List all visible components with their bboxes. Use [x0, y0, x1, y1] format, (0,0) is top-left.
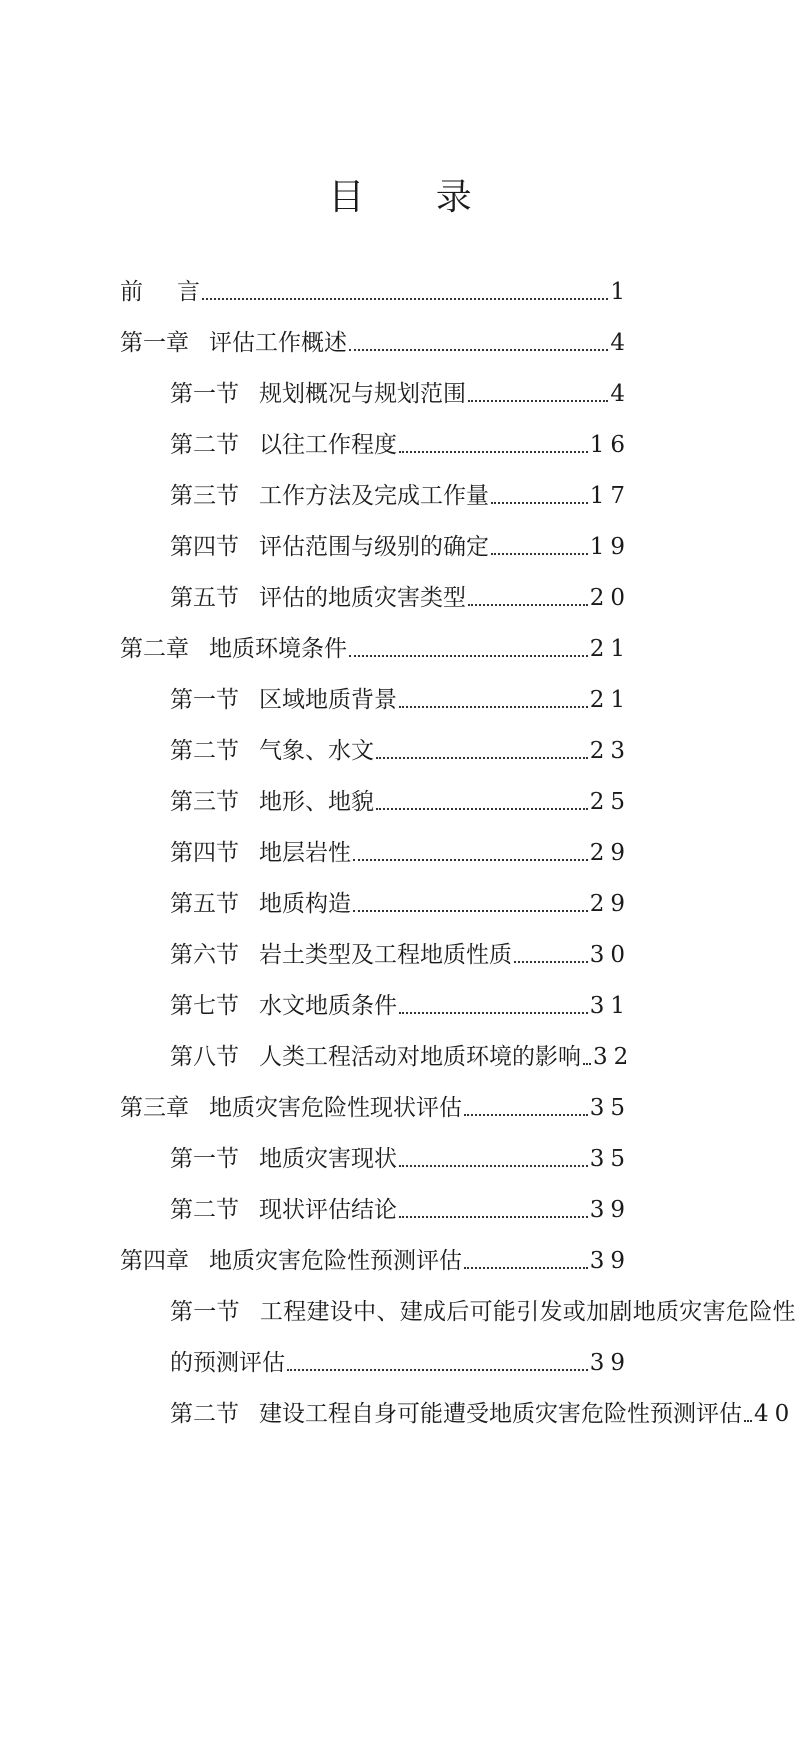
toc-leader-dots	[287, 1368, 588, 1371]
toc-page-number: 29	[589, 891, 631, 917]
toc-page-number: 30	[589, 942, 631, 968]
toc-page-number: 40	[754, 1401, 796, 1427]
toc-page-number: 20	[589, 585, 631, 611]
toc-entry-label	[170, 889, 351, 919]
toc-entry	[120, 1083, 631, 1123]
toc-title: 目 录	[328, 177, 502, 218]
toc-entry	[170, 981, 631, 1021]
toc-entry-title: 评估范围与级别的确定	[259, 534, 489, 560]
toc-entry-number: 第二节	[170, 1401, 239, 1427]
toc-entry	[170, 420, 631, 460]
toc-entry-number: 第二节	[170, 432, 239, 458]
toc-entry-label	[120, 277, 200, 307]
toc-entry-number: 第一节	[170, 1299, 240, 1325]
toc-leader-dots	[353, 858, 588, 861]
toc-entry	[120, 1236, 631, 1276]
toc-entry-title: 以往工作程度	[259, 432, 397, 458]
toc-entry-title: 地形、地貌	[259, 789, 374, 815]
toc-leader-dots	[468, 399, 608, 402]
toc-entry-label	[170, 1348, 285, 1378]
toc-entry-title: 地质灾害危险性预测评估	[209, 1248, 462, 1274]
toc-entry-label	[120, 1246, 462, 1276]
toc-entry-title: 地质灾害危险性现状评估	[209, 1095, 462, 1121]
toc-leader-dots	[376, 756, 588, 759]
toc-entry-label	[170, 991, 397, 1021]
toc-leader-dots	[583, 1062, 591, 1065]
toc-entry-number: 第三节	[170, 789, 239, 815]
toc-entry-number: 第二节	[170, 1197, 239, 1223]
toc-page-number: 4	[610, 330, 631, 356]
toc-page-number: 23	[589, 738, 631, 764]
toc-entry-title: 言	[177, 279, 200, 305]
toc-entry-label	[170, 430, 397, 460]
toc-entry-title: 人类工程活动对地质环境的影响	[259, 1044, 581, 1070]
toc-entry-label	[170, 838, 351, 868]
toc-entry-number: 第五节	[170, 585, 239, 611]
toc-entry-title-continued: 的预测评估	[170, 1350, 285, 1376]
toc-entry-label	[120, 634, 347, 664]
toc-leader-dots	[468, 603, 588, 606]
toc-entry	[170, 522, 631, 562]
toc-entry-title: 评估的地质灾害类型	[259, 585, 466, 611]
toc-entry-number: 第四章	[120, 1248, 189, 1274]
toc-entry-number: 第四节	[170, 534, 239, 560]
toc-leader-dots	[399, 1164, 588, 1167]
toc-entry-label	[170, 1144, 397, 1174]
toc-entry-number: 第三节	[170, 483, 239, 509]
toc-entry-number: 第五节	[170, 891, 239, 917]
toc-entry-label	[170, 481, 489, 511]
toc-entry	[170, 1185, 631, 1225]
toc-entry-number: 前	[120, 279, 143, 305]
toc-entry	[170, 1389, 796, 1429]
toc-entry-number: 第四节	[170, 840, 239, 866]
toc-leader-dots	[349, 348, 608, 351]
toc-entry-number: 第六节	[170, 942, 239, 968]
toc-entry-title: 工程建设中、建成后可能引发或加剧地质灾害危险性	[259, 1299, 796, 1325]
toc-entry	[170, 1338, 631, 1378]
toc-entry	[170, 777, 631, 817]
toc-leader-dots	[491, 501, 588, 504]
toc-page-number: 21	[589, 636, 631, 662]
toc-page-number: 19	[589, 534, 631, 560]
toc-leader-dots	[744, 1419, 752, 1422]
toc-entry-title: 地质环境条件	[209, 636, 347, 662]
toc-leader-dots	[202, 297, 608, 300]
toc-entry	[120, 624, 631, 664]
toc-entry-number: 第一章	[120, 330, 189, 356]
toc-entry	[170, 1134, 631, 1174]
toc-leader-dots	[514, 960, 588, 963]
toc-entry-number: 第一节	[170, 381, 239, 407]
toc-entry-label	[120, 1093, 462, 1123]
toc-entry-title: 地层岩性	[259, 840, 351, 866]
toc-entry-number: 第八节	[170, 1044, 239, 1070]
toc-entry-title: 评估工作概述	[209, 330, 347, 356]
toc-entry	[170, 828, 631, 868]
toc-entry-title: 水文地质条件	[259, 993, 397, 1019]
toc-entry-title: 区域地质背景	[259, 687, 397, 713]
toc-entry-number: 第七节	[170, 993, 239, 1019]
toc-entry-label	[170, 1195, 397, 1225]
toc-entry-title: 规划概况与规划范围	[259, 381, 466, 407]
toc-page-number: 32	[593, 1044, 635, 1070]
toc-page-number: 4	[610, 381, 631, 407]
toc-page-number: 35	[589, 1146, 631, 1172]
toc-entry	[120, 267, 631, 307]
toc-page-number: 25	[589, 789, 631, 815]
toc-entry-title: 地质构造	[259, 891, 351, 917]
toc-leader-dots	[353, 909, 588, 912]
toc-entry	[170, 471, 631, 511]
toc-page-number: 21	[589, 687, 631, 713]
toc-entry-label	[170, 379, 466, 409]
toc-entry-number: 第一节	[170, 1146, 239, 1172]
toc-page-number: 35	[589, 1095, 631, 1121]
toc-entry	[170, 573, 631, 613]
toc-leader-dots	[464, 1113, 588, 1116]
toc-leader-dots	[399, 1215, 588, 1218]
toc-entry	[170, 1287, 796, 1327]
toc-entry	[170, 1032, 635, 1072]
toc-page-number: 39	[589, 1350, 631, 1376]
toc-entry-label	[170, 685, 397, 715]
toc-entry-label	[170, 583, 466, 613]
toc-leader-dots	[464, 1266, 588, 1269]
toc-page-number: 29	[589, 840, 631, 866]
toc-entry-number: 第二节	[170, 738, 239, 764]
toc-entry-number: 第三章	[120, 1095, 189, 1121]
toc-entry-number: 第一节	[170, 687, 239, 713]
toc-entry	[170, 369, 631, 409]
toc-page-number: 31	[589, 993, 631, 1019]
toc-entry	[170, 726, 631, 766]
toc-entry-label	[170, 940, 512, 970]
toc-entry-title: 现状评估结论	[259, 1197, 397, 1223]
toc-leader-dots	[349, 654, 588, 657]
toc-entry-title: 工作方法及完成工作量	[259, 483, 489, 509]
toc-leader-dots	[399, 1011, 588, 1014]
toc-entry	[120, 318, 631, 358]
toc-entry-label	[170, 787, 374, 817]
toc-leader-dots	[399, 705, 588, 708]
toc-leader-dots	[399, 450, 588, 453]
toc-entry-label	[170, 532, 489, 562]
toc-entry-label	[170, 1297, 796, 1327]
toc-entry-label	[170, 1399, 742, 1429]
toc-leader-dots	[491, 552, 588, 555]
toc-entry	[170, 879, 631, 919]
toc-page-number: 39	[589, 1197, 631, 1223]
toc-page-number: 1	[610, 279, 631, 305]
toc-entry-label	[170, 736, 374, 766]
toc-entry-title: 建设工程自身可能遭受地质灾害危险性预测评估	[259, 1401, 742, 1427]
toc-entry-title: 岩土类型及工程地质性质	[259, 942, 512, 968]
toc-page-number: 17	[589, 483, 631, 509]
toc-entry-title: 气象、水文	[259, 738, 374, 764]
toc-entry-title: 地质灾害现状	[259, 1146, 397, 1172]
toc-entry-label	[120, 328, 347, 358]
toc-entry-number: 第二章	[120, 636, 189, 662]
toc-page-number: 16	[589, 432, 631, 458]
toc-entry-label	[170, 1042, 581, 1072]
toc-entry	[170, 675, 631, 715]
toc-page-number: 39	[589, 1248, 631, 1274]
toc-leader-dots	[376, 807, 588, 810]
toc-entry	[170, 930, 631, 970]
